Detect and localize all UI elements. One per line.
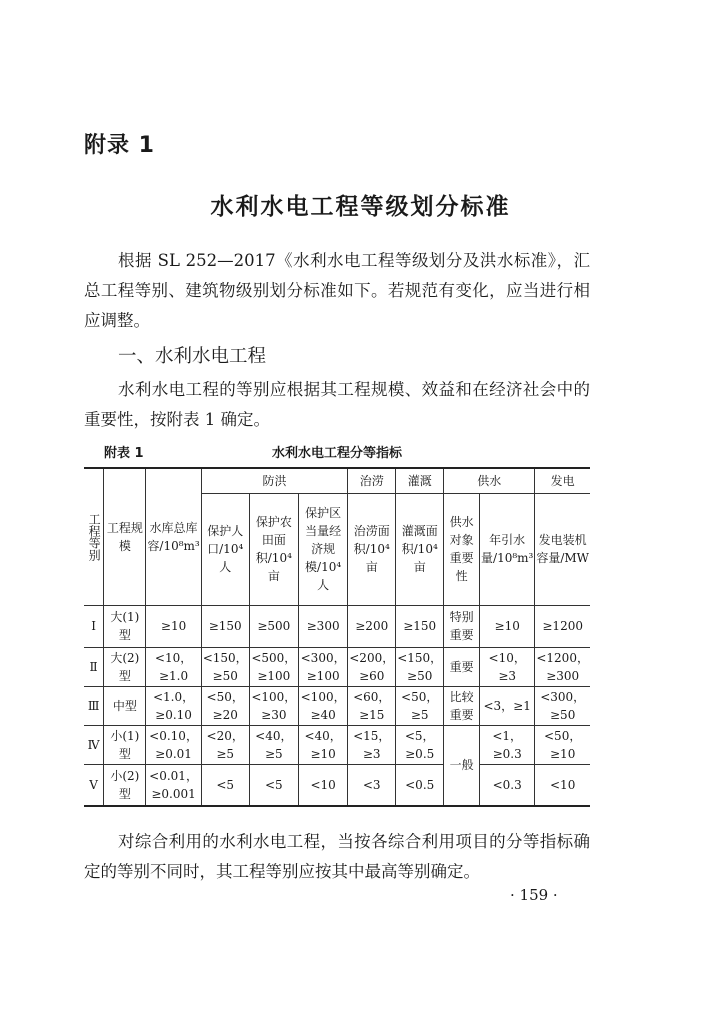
cell-irrig: <150，≥50 [396,647,444,686]
cell-drain: <200，≥60 [348,647,396,686]
cell-farm: <500，≥100 [249,647,298,686]
grade-table [84,467,590,807]
cell-reservoir: ≥10 [146,605,201,647]
cell-volume: <0.3 [480,764,535,806]
cell-power: <1200，≥300 [535,647,590,686]
table-caption [84,442,590,462]
cell-irrig: <5，≥0.5 [396,725,444,764]
cell-volume: <1，≥0.3 [480,725,535,764]
cell-reservoir: <0.01，≥0.001 [146,764,201,806]
header-scale: 工程规模 [104,468,146,605]
header-irrigation-area: 灌溉面积/10⁴ 亩 [396,493,444,605]
cell-econ: ≥300 [298,605,347,647]
cell-power: <10 [535,764,590,806]
header-grade: 工程等别 [84,468,104,605]
cell-reservoir: <1.0，≥0.10 [146,686,201,725]
cell-grade: Ⅲ [84,686,104,725]
cell-importance: 特别重要 [444,605,480,647]
body-paragraph-2: 对综合利用的水利水电工程，当按各综合利用项目的分等指标确定的等别不同时，其工程等别应按其中最高等别确定。 [84,832,590,881]
cell-econ: <40，≥10 [298,725,347,764]
header-supply-importance: 供水对象重要性 [444,493,480,605]
cell-grade: Ⅴ [84,764,104,806]
header-drainage-area: 治涝面积/10⁴ 亩 [348,493,396,605]
table-row [84,686,590,725]
header-drainage: 治涝 [348,468,396,493]
cell-importance: 比较重要 [444,686,480,725]
cell-farm: ≥500 [249,605,298,647]
header-flood: 防洪 [201,468,348,493]
cell-volume: <3，≥1 [480,686,535,725]
cell-farm: <5 [249,764,298,806]
cell-grade: Ⅰ [84,605,104,647]
header-water-supply: 供水 [444,468,535,493]
intro-paragraph: 根据 SL 252—2017《水利水电工程等级划分及洪水标准》，汇总工程等别、建筑物级别划分标准如下。若规范有变化，应当进行相应调整。 [84,251,590,330]
cell-farm: <40，≥5 [249,725,298,764]
cell-drain: <3 [348,764,396,806]
header-flood-farm: 保护农田面积/10⁴ 亩 [249,493,298,605]
table-row [84,647,590,686]
cell-grade: Ⅳ [84,725,104,764]
cell-drain: ≥200 [348,605,396,647]
cell-drain: <15，≥3 [348,725,396,764]
cell-pop: ≥150 [201,605,249,647]
cell-pop: <20，≥5 [201,725,249,764]
section-heading: 一、水利水电工程 [118,346,267,367]
page-title: 水利水电工程等级划分标准 [210,194,511,220]
page-number: · 159 · [510,886,558,904]
cell-pop: <150，≥50 [201,647,249,686]
table-name: 水利水电工程分等指标 [271,446,402,461]
cell-importance: 一般 [444,725,480,806]
cell-reservoir: <0.10，≥0.01 [146,725,201,764]
header-flood-econ: 保护区当量经济规模/10⁴ 人 [298,493,347,605]
cell-irrig: <50，≥5 [396,686,444,725]
cell-econ: <300，≥100 [298,647,347,686]
table-row [84,725,590,764]
cell-scale: 大(2)型 [104,647,146,686]
header-irrigation: 灌溉 [396,468,444,493]
header-reservoir: 水库总库容/10⁸m³ [146,468,201,605]
cell-scale: 大(1)型 [104,605,146,647]
cell-power: <50，≥10 [535,725,590,764]
cell-econ: <10 [298,764,347,806]
header-power-capacity: 发电装机容量/MW [535,493,590,605]
table-row [84,764,590,806]
body-paragraph-1: 水利水电工程的等别应根据其工程规模、效益和在经济社会中的重要性，按附表 1 确定。 [84,380,590,429]
cell-irrig: <0.5 [396,764,444,806]
cell-volume: <10，≥3 [480,647,535,686]
cell-econ: <100，≥40 [298,686,347,725]
cell-scale: 小(2)型 [104,764,146,806]
cell-farm: <100，≥30 [249,686,298,725]
cell-reservoir: <10，≥1.0 [146,647,201,686]
cell-scale: 小(1)型 [104,725,146,764]
table-header-row [84,468,590,493]
appendix-label: 附录 1 [84,133,155,158]
header-supply-volume: 年引水量/10⁸m³ [480,493,535,605]
cell-drain: <60，≥15 [348,686,396,725]
table-row [84,605,590,647]
cell-grade: Ⅱ [84,647,104,686]
cell-power: ≥1200 [535,605,590,647]
cell-importance: 重要 [444,647,480,686]
header-flood-pop: 保护人口/10⁴ 人 [201,493,249,605]
cell-power: <300，≥50 [535,686,590,725]
cell-scale: 中型 [104,686,146,725]
header-power: 发电 [535,468,590,493]
cell-pop: <50，≥20 [201,686,249,725]
cell-irrig: ≥150 [396,605,444,647]
cell-volume: ≥10 [480,605,535,647]
table-number: 附表 1 [104,446,144,461]
cell-pop: <5 [201,764,249,806]
